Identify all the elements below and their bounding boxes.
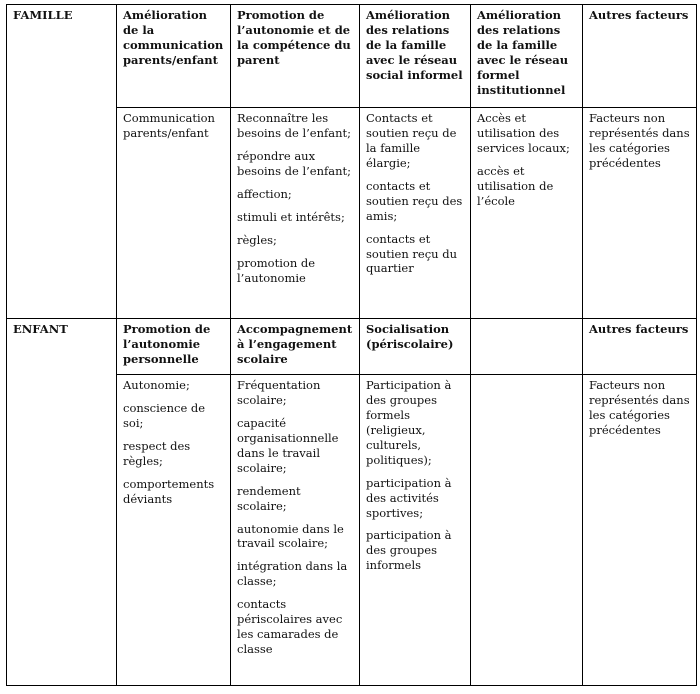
list-item: intégration dans la classe; — [237, 559, 348, 589]
header-text: Socialisation (périscolaire) — [366, 322, 454, 351]
header-cell — [583, 5, 697, 108]
factors-table — [6, 4, 697, 686]
list-item: stimuli et intérêts; — [237, 209, 345, 224]
list-item: Fréquentation scolaire; — [237, 378, 321, 407]
header-text: Accompagnement à l’engagement scolaire — [237, 322, 353, 366]
list-item: conscience de soi; — [123, 400, 206, 430]
content-cell — [583, 108, 697, 319]
list-item: Reconnaître les besoins de l’enfant; — [237, 111, 352, 140]
list-item: accès et utilisation de l’école — [477, 163, 554, 208]
header-text: Promotion de l’autonomie et de la compétence du parent — [237, 8, 351, 67]
header-text: Autres facteurs — [589, 8, 689, 22]
famille-header-row — [7, 5, 697, 108]
header-cell — [231, 319, 360, 375]
header-cell — [360, 5, 471, 108]
group-label-famille-text: FAMILLE — [13, 8, 73, 22]
group-label-enfant — [7, 319, 117, 686]
content-cell-empty — [471, 375, 583, 686]
list-item: contacts périscolaires avec les camarades de classe — [237, 597, 343, 657]
list-item: affection; — [237, 186, 292, 201]
list-item: Participation à des groupes formels (religieux, culturels, politiques); — [366, 378, 452, 467]
list-item: Accès et utilisation des services locaux; — [477, 111, 570, 155]
content-cell — [583, 375, 697, 686]
header-cell — [117, 319, 231, 375]
enfant-header-row — [7, 319, 697, 375]
header-cell — [117, 5, 231, 108]
header-cell — [231, 5, 360, 108]
list-item: Communication parents/enfant — [123, 111, 215, 140]
content-cell — [360, 375, 471, 686]
list-item: autonomie dans le travail scolaire; — [237, 521, 344, 551]
list-item: capacité organisationnelle dans le travail scolaire; — [237, 415, 339, 475]
list-item: Facteurs non représentés dans les catégories précédentes — [589, 378, 690, 437]
content-cell — [360, 108, 471, 319]
list-item: respect des règles; — [123, 438, 191, 468]
list-item: contacts et soutien reçu du quartier — [366, 231, 457, 276]
list-item: comportements déviants — [123, 476, 215, 506]
header-text: Amélioration de la communication parents/enfant — [123, 8, 224, 67]
list-item: promotion de l’autonomie — [237, 255, 316, 285]
list-item: règles; — [237, 232, 277, 247]
header-cell — [360, 319, 471, 375]
header-text: Autres facteurs — [589, 322, 689, 336]
list-item: Facteurs non représentés dans les catégories précédentes — [589, 111, 690, 170]
header-text: Promotion de l’autonomie personnelle — [123, 322, 211, 366]
content-cell — [117, 108, 231, 319]
group-label-enfant-text: ENFANT — [13, 322, 68, 336]
group-label-famille — [7, 5, 117, 319]
header-cell — [583, 319, 697, 375]
content-cell — [231, 375, 360, 686]
list-item: participation à des groupes informels — [366, 528, 452, 573]
list-item: contacts et soutien reçu des amis; — [366, 178, 463, 223]
content-cell — [117, 375, 231, 686]
list-item: participation à des activités sportives; — [366, 475, 452, 520]
header-text: Amélioration des relations de la famille avec le réseau formel institutionnel — [477, 8, 569, 97]
list-item: Contacts et soutien reçu de la famille élargie; — [366, 111, 457, 170]
header-cell — [471, 5, 583, 108]
content-cell — [231, 108, 360, 319]
header-cell-empty — [471, 319, 583, 375]
header-text: Amélioration des relations de la famille avec le réseau social informel — [366, 8, 463, 82]
list-item: répondre aux besoins de l’enfant; — [237, 148, 352, 178]
list-item: rendement scolaire; — [237, 483, 301, 513]
list-item: Autonomie; — [123, 378, 190, 392]
content-cell — [471, 108, 583, 319]
